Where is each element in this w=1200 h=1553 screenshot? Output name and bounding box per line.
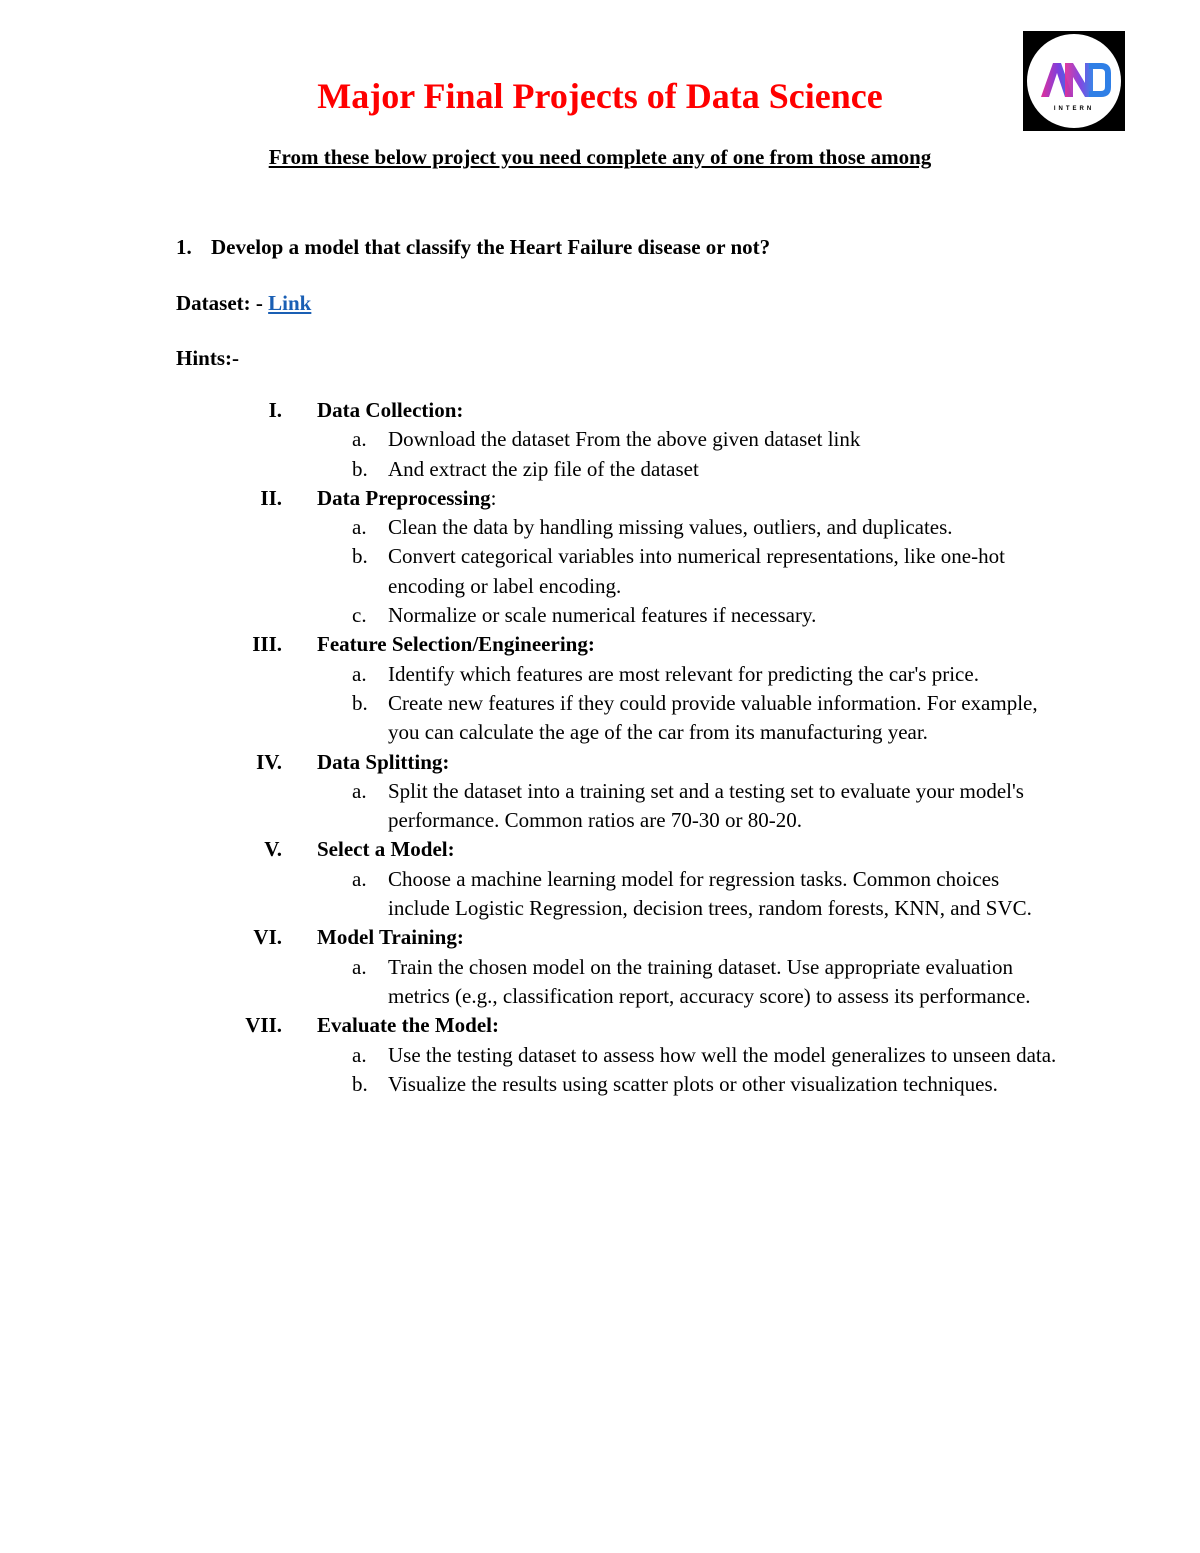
item-text: Visualize the results using scatter plots or other visualization techniques. [388, 1071, 998, 1096]
page-title: Major Final Projects of Data Science [317, 76, 883, 116]
hint-section-heading [0, 923, 1200, 952]
item-text: And extract the zip file of the dataset [388, 456, 699, 481]
section-numeral: I. [268, 398, 282, 422]
item-letter: a. [352, 866, 367, 891]
item-letter: b. [352, 1071, 368, 1096]
item-letter: a. [352, 778, 367, 803]
item-text: Convert categorical variables into numerical representations, like one-hot encoding or label encoding. [388, 544, 1005, 598]
hint-item [0, 865, 1063, 924]
section-title-text: Data Preprocessing [317, 485, 491, 510]
logo-subtext: INTERN [1053, 106, 1095, 112]
section-numeral: V. [264, 837, 282, 862]
item-text: Split the dataset into a training set and a testing set to evaluate your model's performance. Common ratios are 70-30 or 80-20. [388, 778, 1024, 833]
section-title-text: Data Splitting: [317, 749, 450, 774]
hint-item [0, 601, 1063, 630]
item-letter: a. [352, 661, 367, 686]
item-text: Use the testing dataset to assess how well the model generalizes to unseen data. [388, 1042, 1057, 1067]
item-text: Create new features if they could provide valuable information. For example, you can calculate the age of the car from its manufacturing year. [388, 690, 1038, 745]
hint-section-heading [0, 630, 1200, 659]
hint-item [0, 455, 1063, 484]
section-title-text: Evaluate the Model: [317, 1013, 499, 1038]
item-letter: b. [352, 456, 368, 481]
item-letter: a. [352, 515, 367, 540]
item-text: Normalize or scale numerical features if necessary. [388, 603, 817, 628]
hint-item [0, 1070, 1063, 1099]
section-title-text: Data Collection: [317, 398, 464, 422]
section-title-text: Feature Selection/Engineering: [317, 632, 595, 657]
hint-item [0, 660, 1063, 689]
hint-item [0, 689, 1063, 748]
hint-item [0, 425, 1063, 454]
section-title-text: Select a Model: [317, 837, 455, 862]
project-question [176, 234, 770, 260]
item-letter: a. [352, 954, 367, 979]
section-title [317, 630, 595, 659]
hints-label: Hints:- [176, 346, 239, 370]
hint-section-heading [0, 396, 1200, 425]
item-text: Clean the data by handling missing values, outliers, and duplicates. [388, 515, 953, 540]
section-numeral: III. [252, 632, 282, 657]
section-title [317, 835, 455, 864]
item-text: Identify which features are most relevant for predicting the car's price. [388, 661, 979, 686]
item-text: Choose a machine learning model for regression tasks. Common choices include Logistic Regression, decision trees, random forests, KNN, and SVC. [388, 866, 1032, 921]
item-text: Download the dataset From the above given dataset link [388, 427, 861, 452]
section-numeral: VII. [245, 1013, 282, 1038]
item-text: Train the chosen model on the training dataset. Use appropriate evaluation metrics (e.g., classification report, accuracy score) to assess its performance. [388, 954, 1031, 1008]
item-letter: a. [352, 1042, 367, 1067]
section-title-suffix: : [490, 485, 497, 510]
section-title [317, 396, 463, 425]
item-letter: a. [352, 427, 367, 452]
dataset-label: Dataset: - [176, 291, 263, 315]
dataset-link[interactable]: Link [268, 291, 312, 315]
section-title [317, 748, 449, 777]
item-letter: b. [352, 544, 368, 569]
hint-item [0, 542, 1063, 601]
hint-item [0, 777, 1063, 836]
question-number: 1. [176, 235, 192, 259]
question-text: Develop a model that classify the Heart Failure disease or not? [211, 235, 771, 259]
section-title [317, 1011, 499, 1040]
hint-item [0, 513, 1063, 542]
dataset-line [176, 290, 311, 316]
section-numeral: IV. [256, 749, 282, 774]
page-subtitle: From these below project you need complete any of one from those among [268, 145, 932, 169]
section-title-text: Model Training: [317, 925, 464, 950]
hints-list [0, 396, 1200, 1099]
hint-item [0, 953, 1063, 1012]
section-title [317, 484, 496, 513]
item-letter: c. [352, 603, 367, 628]
section-title [317, 923, 464, 952]
section-numeral: II. [260, 485, 282, 510]
hint-section-heading [0, 835, 1200, 864]
section-numeral: VI. [253, 925, 282, 950]
hint-section-heading [0, 1011, 1200, 1040]
hint-section-heading [0, 484, 1200, 513]
hint-section-heading [0, 748, 1200, 777]
item-letter: b. [352, 690, 368, 715]
hint-item [0, 1041, 1063, 1070]
